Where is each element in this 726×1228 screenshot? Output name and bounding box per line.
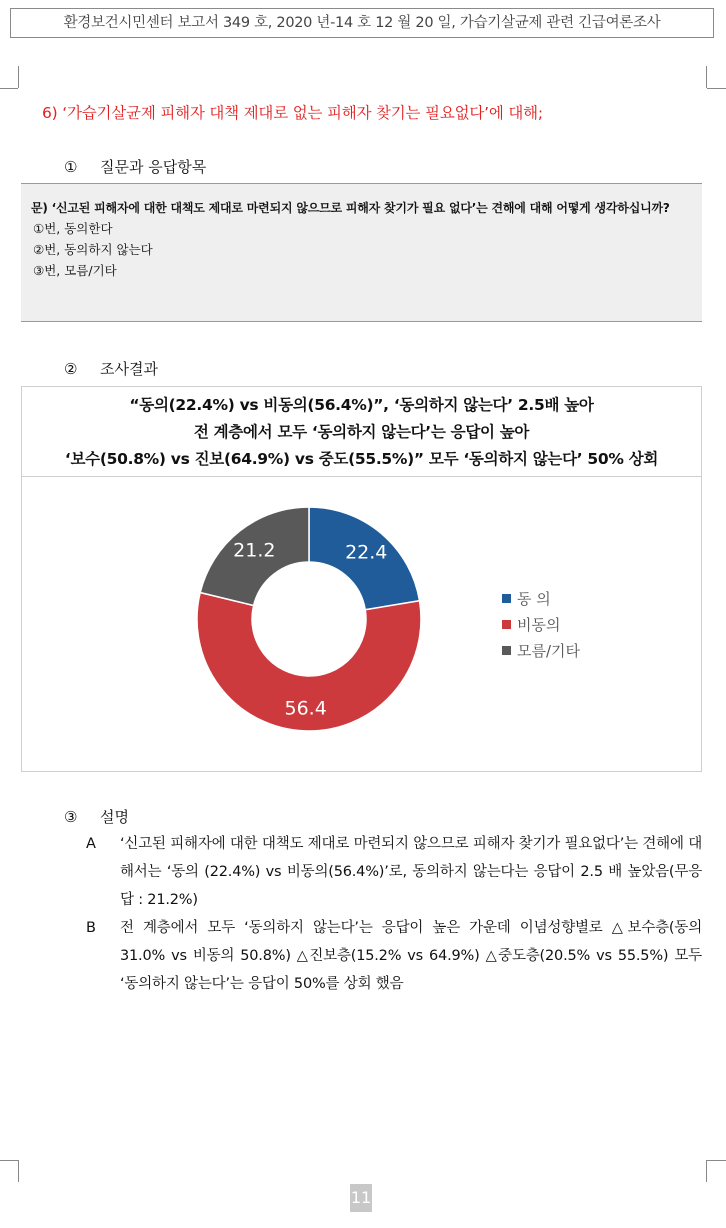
result-box <box>21 386 702 772</box>
result-headline <box>22 387 701 477</box>
legend-label: 동 의 <box>517 589 551 608</box>
question-text: 문) ‘신고된 피해자에 대한 대책도 제대로 마련되지 않으므로 피해자 찾기가 필요 없다’는 견해에 대해 어떻게 생각하십니까? <box>31 201 670 215</box>
explanation-item <box>86 914 702 998</box>
slice-value-label: 22.4 <box>345 541 388 564</box>
explanation-letter: B <box>86 920 96 936</box>
headline-line: ‘보수(50.8%) vs 진보(64.9%) vs 중도(55.5%)” 모두 ‘동의하지 않는다’ 50% 상회 <box>64 450 659 468</box>
crop-mark <box>0 1160 18 1161</box>
crop-mark <box>706 66 707 88</box>
donut-chart <box>22 477 701 771</box>
section-title: 6) ‘가습기살균제 피해자 대책 제대로 없는 피해자 찾기는 필요없다’에 대해; <box>42 104 543 122</box>
headline-line: 전 계층에서 모두 ‘동의하지 않는다’는 응답이 높아 <box>193 423 530 441</box>
crop-mark <box>706 1160 707 1182</box>
explanation-list <box>86 830 702 998</box>
explanation-letter: A <box>86 836 96 852</box>
crop-mark <box>18 1160 19 1182</box>
explanation-heading <box>64 806 129 827</box>
slice-value-label: 56.4 <box>284 697 327 720</box>
result-heading-text: 조사결과 <box>100 360 158 378</box>
headline-line: “동의(22.4%) vs 비동의(56.4%)”, ‘동의하지 않는다’ 2.5배 높아 <box>129 396 594 414</box>
slice-value-label: 21.2 <box>233 539 276 562</box>
question-heading-text: 질문과 응답항목 <box>100 158 207 176</box>
legend-swatch <box>502 646 511 655</box>
question-box <box>21 183 702 322</box>
answer-option: ③번, 모름/기타 <box>33 263 117 278</box>
legend-swatch <box>502 620 511 629</box>
explanation-heading-text: 설명 <box>100 808 129 826</box>
legend-item <box>502 585 580 611</box>
explanation-heading-number: ③ <box>64 808 78 826</box>
explanation-item <box>86 830 702 914</box>
explanation-text: ‘신고된 피해자에 대한 대책도 제대로 마련되지 않으므로 피해자 찾기가 필요없다’는 견해에 대해서는 ‘동의 (22.4%) vs 비동의(56.4%)’로, 동의하지 않는다는 응답이 2.5 배 높았음(무응답 : 21.2%) <box>120 836 702 908</box>
legend-item <box>502 637 580 663</box>
crop-mark <box>18 66 19 88</box>
answer-option: ②번, 동의하지 않는다 <box>33 242 153 257</box>
question-heading <box>64 156 206 177</box>
donut-chart-area <box>22 477 701 771</box>
chart-legend <box>502 585 580 663</box>
result-heading <box>64 358 158 379</box>
crop-mark <box>707 1160 726 1161</box>
report-header: 환경보건시민센터 보고서 349 호, 2020 년-14 호 12 월 20 일, 가습기살균제 관련 긴급여론조사 <box>10 8 714 38</box>
legend-item <box>502 611 580 637</box>
legend-label: 모름/기타 <box>517 641 581 660</box>
legend-label: 비동의 <box>517 615 561 634</box>
crop-mark <box>0 88 18 89</box>
legend-swatch <box>502 594 511 603</box>
crop-mark <box>707 88 726 89</box>
answer-option: ①번, 동의한다 <box>33 221 113 236</box>
result-heading-number: ② <box>64 360 78 378</box>
explanation-text: 전 계층에서 모두 ‘동의하지 않는다’는 응답이 높은 가운데 이념성향별로 △보수층(동의 31.0% vs 비동의 50.8%) △진보층(15.2% vs 64.9%) △중도층(20.5% vs 55.5%) 모두 ‘동의하지 않는다’는 응답이 50%를 상회 했음 <box>120 920 702 992</box>
question-heading-number: ① <box>64 158 78 176</box>
page-number: 11 <box>350 1184 372 1212</box>
